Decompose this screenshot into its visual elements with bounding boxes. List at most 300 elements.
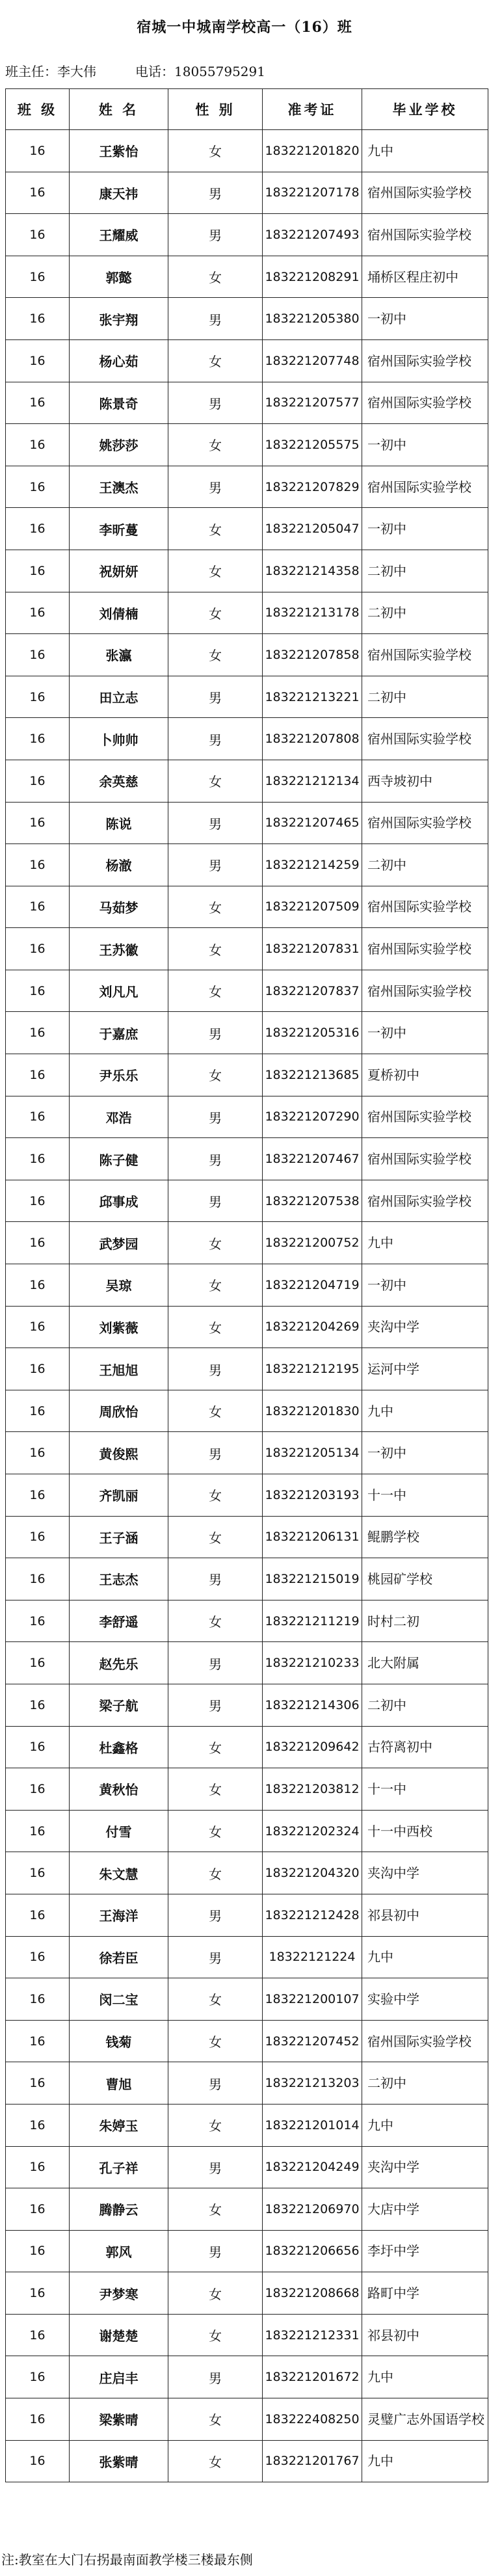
table-row [6, 970, 488, 1012]
name-cell: 王苏徽 [70, 928, 168, 970]
table-row [6, 844, 488, 886]
class-cell: 16 [6, 1600, 70, 1642]
name-cell: 李舒遥 [70, 1600, 168, 1642]
school-cell: 二初中 [362, 676, 488, 718]
exam-id-cell: 183221207829 [263, 466, 362, 508]
school-cell: 九中 [362, 2440, 488, 2482]
class-cell: 16 [6, 886, 70, 928]
name-cell: 朱婷玉 [70, 2104, 168, 2146]
school-cell: 九中 [362, 1222, 488, 1264]
school-cell: 北大附属 [362, 1642, 488, 1684]
header-gender: 性 别 [168, 89, 263, 130]
gender-cell: 男 [168, 676, 263, 718]
gender-cell: 男 [168, 2230, 263, 2272]
exam-id-cell: 183221204269 [263, 1306, 362, 1348]
class-cell: 16 [6, 2272, 70, 2315]
name-cell: 邱事成 [70, 1180, 168, 1222]
teacher-label: 班主任：李大伟 [5, 63, 96, 79]
gender-cell: 女 [168, 339, 263, 382]
name-cell: 王海洋 [70, 1894, 168, 1936]
class-cell: 16 [6, 172, 70, 214]
header-class: 班 级 [6, 89, 70, 130]
gender-cell: 男 [168, 844, 263, 886]
exam-id-cell: 183221207748 [263, 339, 362, 382]
class-cell: 16 [6, 508, 70, 550]
name-cell: 马茹梦 [70, 886, 168, 928]
name-cell: 张紫晴 [70, 2440, 168, 2482]
school-cell: 九中 [362, 1936, 488, 1978]
school-cell: 宿州国际实验学校 [362, 802, 488, 844]
school-cell: 九中 [362, 130, 488, 172]
table-row [6, 2272, 488, 2315]
name-cell: 钱菊 [70, 2020, 168, 2062]
table-row [6, 1936, 488, 1978]
exam-id-cell: 183221207290 [263, 1096, 362, 1138]
class-cell: 16 [6, 256, 70, 298]
exam-id-cell: 183221205380 [263, 298, 362, 340]
class-cell: 16 [6, 1642, 70, 1684]
gender-cell: 男 [168, 2146, 263, 2188]
table-row [6, 339, 488, 382]
school-cell: 灵璧广志外国语学校 [362, 2398, 488, 2441]
school-cell: 西寺坡初中 [362, 760, 488, 802]
school-cell: 二初中 [362, 592, 488, 634]
school-cell: 埇桥区程庄初中 [362, 256, 488, 298]
name-cell: 尹梦寒 [70, 2272, 168, 2315]
table-row [6, 1684, 488, 1726]
school-cell: 宿州国际实验学校 [362, 2020, 488, 2062]
exam-id-cell: 183221215019 [263, 1558, 362, 1600]
school-cell: 宿州国际实验学校 [362, 1138, 488, 1180]
gender-cell: 男 [168, 1138, 263, 1180]
gender-cell: 女 [168, 1222, 263, 1264]
table-row [6, 1852, 488, 1894]
exam-id-cell: 183221210233 [263, 1642, 362, 1684]
name-cell: 王旭旭 [70, 1348, 168, 1390]
name-cell: 吴琼 [70, 1264, 168, 1307]
exam-id-cell: 183221207837 [263, 970, 362, 1012]
gender-cell: 女 [168, 2440, 263, 2482]
name-cell: 杜鑫格 [70, 1726, 168, 1768]
gender-cell: 女 [168, 1306, 263, 1348]
name-cell: 郭风 [70, 2230, 168, 2272]
exam-id-cell: 183221205134 [263, 1432, 362, 1474]
school-cell: 九中 [362, 1390, 488, 1432]
class-cell: 16 [6, 2020, 70, 2062]
table-row [6, 1558, 488, 1600]
school-cell: 鲲鹏学校 [362, 1516, 488, 1558]
table-row [6, 1432, 488, 1474]
exam-id-cell: 183221201820 [263, 130, 362, 172]
class-cell: 16 [6, 298, 70, 340]
name-cell: 曹旭 [70, 2062, 168, 2105]
table-row [6, 1768, 488, 1811]
table-row [6, 172, 488, 214]
gender-cell: 男 [168, 466, 263, 508]
gender-cell: 女 [168, 1726, 263, 1768]
exam-id-cell: 183221201672 [263, 2356, 362, 2398]
exam-id-cell: 183221206656 [263, 2230, 362, 2272]
school-cell: 一初中 [362, 1432, 488, 1474]
name-cell: 庄启丰 [70, 2356, 168, 2398]
gender-cell: 女 [168, 256, 263, 298]
name-cell: 朱文慧 [70, 1852, 168, 1894]
gender-cell: 男 [168, 718, 263, 760]
header-row [6, 89, 488, 130]
gender-cell: 女 [168, 1390, 263, 1432]
name-cell: 陈子健 [70, 1138, 168, 1180]
header-exam-id: 准考证 [263, 89, 362, 130]
exam-id-cell: 183221204719 [263, 1264, 362, 1307]
class-cell: 16 [6, 1516, 70, 1558]
table-row [6, 1474, 488, 1517]
name-cell: 王志杰 [70, 1558, 168, 1600]
name-cell: 腾静云 [70, 2188, 168, 2231]
name-cell: 孔子祥 [70, 2146, 168, 2188]
table-row [6, 466, 488, 508]
exam-id-cell: 183221207858 [263, 634, 362, 676]
exam-id-cell: 183221205047 [263, 508, 362, 550]
school-cell: 宿州国际实验学校 [362, 970, 488, 1012]
table-row [6, 2356, 488, 2398]
table-row [6, 1978, 488, 2021]
name-cell: 谢楚楚 [70, 2314, 168, 2356]
school-cell: 十一中 [362, 1474, 488, 1517]
name-cell: 王澳杰 [70, 466, 168, 508]
school-cell: 宿州国际实验学校 [362, 634, 488, 676]
school-cell: 十一中西校 [362, 1810, 488, 1852]
gender-cell: 女 [168, 1474, 263, 1517]
gender-cell: 男 [168, 214, 263, 256]
class-cell: 16 [6, 2230, 70, 2272]
table-row [6, 1516, 488, 1558]
class-cell: 16 [6, 130, 70, 172]
school-cell: 一初中 [362, 424, 488, 466]
footer-note: 注:教室在大门右拐最南面教学楼三楼最东侧 [1, 2551, 253, 2568]
class-cell: 16 [6, 1852, 70, 1894]
table-row [6, 760, 488, 802]
gender-cell: 女 [168, 2104, 263, 2146]
name-cell: 梁紫晴 [70, 2398, 168, 2441]
gender-cell: 男 [168, 1432, 263, 1474]
exam-id-cell: 183221207178 [263, 172, 362, 214]
school-cell: 路町中学 [362, 2272, 488, 2315]
exam-id-cell: 183221206970 [263, 2188, 362, 2231]
name-cell: 黄俊熙 [70, 1432, 168, 1474]
table-row [6, 2146, 488, 2188]
gender-cell: 女 [168, 2188, 263, 2231]
exam-id-cell: 18322121224 [263, 1936, 362, 1978]
exam-id-cell: 183221200107 [263, 1978, 362, 2021]
gender-cell: 女 [168, 1600, 263, 1642]
class-cell: 16 [6, 2398, 70, 2441]
table-row [6, 592, 488, 634]
exam-id-cell: 183221207831 [263, 928, 362, 970]
gender-cell: 女 [168, 634, 263, 676]
header-school: 毕业学校 [362, 89, 488, 130]
exam-id-cell: 183221200752 [263, 1222, 362, 1264]
name-cell: 李昕蔓 [70, 508, 168, 550]
gender-cell: 女 [168, 970, 263, 1012]
table-row [6, 676, 488, 718]
school-cell: 九中 [362, 2356, 488, 2398]
class-cell: 16 [6, 634, 70, 676]
gender-cell: 女 [168, 1264, 263, 1307]
exam-id-cell: 183221203812 [263, 1768, 362, 1811]
name-cell: 邓浩 [70, 1096, 168, 1138]
exam-id-cell: 183221212428 [263, 1894, 362, 1936]
school-cell: 一初中 [362, 298, 488, 340]
class-cell: 16 [6, 1096, 70, 1138]
gender-cell: 女 [168, 1768, 263, 1811]
table-row [6, 634, 488, 676]
table-row [6, 928, 488, 970]
gender-cell: 男 [168, 1180, 263, 1222]
table-row [6, 2104, 488, 2146]
class-cell: 16 [6, 1348, 70, 1390]
exam-id-cell: 183221211219 [263, 1600, 362, 1642]
exam-id-cell: 183221213203 [263, 2062, 362, 2105]
name-cell: 刘紫薇 [70, 1306, 168, 1348]
class-cell: 16 [6, 1432, 70, 1474]
table-row [6, 2398, 488, 2441]
class-cell: 16 [6, 1558, 70, 1600]
class-cell: 16 [6, 466, 70, 508]
exam-id-cell: 183221213685 [263, 1054, 362, 1096]
school-cell: 祁县初中 [362, 2314, 488, 2356]
table-row [6, 1390, 488, 1432]
school-cell: 宿州国际实验学校 [362, 1180, 488, 1222]
table-row [6, 1642, 488, 1684]
table-row [6, 718, 488, 760]
gender-cell: 男 [168, 1096, 263, 1138]
table-row [6, 1894, 488, 1936]
exam-id-cell: 183221214358 [263, 550, 362, 592]
table-row [6, 1348, 488, 1390]
class-cell: 16 [6, 214, 70, 256]
name-cell: 黄秋怡 [70, 1768, 168, 1811]
table-row [6, 2062, 488, 2105]
table-row [6, 1306, 488, 1348]
exam-id-cell: 183221206131 [263, 1516, 362, 1558]
gender-cell: 女 [168, 760, 263, 802]
school-cell: 夏桥初中 [362, 1054, 488, 1096]
exam-id-cell: 183221209642 [263, 1726, 362, 1768]
table-row [6, 1054, 488, 1096]
gender-cell: 男 [168, 172, 263, 214]
class-cell: 16 [6, 928, 70, 970]
table-row [6, 2314, 488, 2356]
name-cell: 王紫怡 [70, 130, 168, 172]
gender-cell: 女 [168, 130, 263, 172]
exam-id-cell: 183221207808 [263, 718, 362, 760]
gender-cell: 女 [168, 1978, 263, 2021]
school-cell: 桃园矿学校 [362, 1558, 488, 1600]
gender-cell: 男 [168, 1348, 263, 1390]
school-cell: 古符离初中 [362, 1726, 488, 1768]
exam-id-cell: 183221204249 [263, 2146, 362, 2188]
name-cell: 王子涵 [70, 1516, 168, 1558]
class-cell: 16 [6, 1684, 70, 1726]
page-title: 宿城一中城南学校高一（16）班 [137, 18, 352, 36]
gender-cell: 女 [168, 2020, 263, 2062]
gender-cell: 男 [168, 1894, 263, 1936]
table-row [6, 1726, 488, 1768]
name-cell: 闵二宝 [70, 1978, 168, 2021]
exam-id-cell: 183221207493 [263, 214, 362, 256]
school-cell: 一初中 [362, 1012, 488, 1054]
class-cell: 16 [6, 1936, 70, 1978]
table-row [6, 1264, 488, 1307]
school-cell: 宿州国际实验学校 [362, 886, 488, 928]
school-cell: 二初中 [362, 2062, 488, 2105]
table-row [6, 1138, 488, 1180]
exam-id-cell: 183221212134 [263, 760, 362, 802]
exam-id-cell: 183221207509 [263, 886, 362, 928]
school-cell: 宿州国际实验学校 [362, 928, 488, 970]
class-cell: 16 [6, 1012, 70, 1054]
school-cell: 宿州国际实验学校 [362, 718, 488, 760]
exam-id-cell: 183221207467 [263, 1138, 362, 1180]
name-cell: 田立志 [70, 676, 168, 718]
gender-cell: 女 [168, 508, 263, 550]
name-cell: 郭懿 [70, 256, 168, 298]
class-cell: 16 [6, 2104, 70, 2146]
table-row [6, 1810, 488, 1852]
school-cell: 宿州国际实验学校 [362, 1096, 488, 1138]
table-row [6, 550, 488, 592]
name-cell: 周欣怡 [70, 1390, 168, 1432]
gender-cell: 女 [168, 2272, 263, 2315]
school-cell: 夹沟中学 [362, 1306, 488, 1348]
gender-cell: 男 [168, 382, 263, 424]
table-row [6, 1096, 488, 1138]
table-row [6, 1180, 488, 1222]
gender-cell: 男 [168, 1684, 263, 1726]
name-cell: 卜帅帅 [70, 718, 168, 760]
school-cell: 宿州国际实验学校 [362, 466, 488, 508]
exam-id-cell: 183221203193 [263, 1474, 362, 1517]
name-cell: 张宇翔 [70, 298, 168, 340]
phone-label: 电话：18055795291 [135, 63, 265, 79]
exam-id-cell: 183221212331 [263, 2314, 362, 2356]
name-cell: 姚莎莎 [70, 424, 168, 466]
exam-id-cell: 183221205575 [263, 424, 362, 466]
school-cell: 二初中 [362, 1684, 488, 1726]
school-cell: 夹沟中学 [362, 1852, 488, 1894]
teacher-info [5, 52, 486, 88]
gender-cell: 男 [168, 2062, 263, 2105]
gender-cell: 女 [168, 928, 263, 970]
class-cell: 16 [6, 844, 70, 886]
exam-id-cell: 183221207452 [263, 2020, 362, 2062]
gender-cell: 女 [168, 2398, 263, 2441]
gender-cell: 男 [168, 2356, 263, 2398]
gender-cell: 男 [168, 298, 263, 340]
gender-cell: 男 [168, 1642, 263, 1684]
class-cell: 16 [6, 2062, 70, 2105]
exam-id-cell: 183221214259 [263, 844, 362, 886]
class-cell: 16 [6, 1180, 70, 1222]
class-cell: 16 [6, 1894, 70, 1936]
table-row [6, 802, 488, 844]
exam-id-cell: 183221213221 [263, 676, 362, 718]
class-cell: 16 [6, 1810, 70, 1852]
table-row [6, 382, 488, 424]
exam-id-cell: 183221202324 [263, 1810, 362, 1852]
school-cell: 二初中 [362, 844, 488, 886]
class-cell: 16 [6, 1474, 70, 1517]
name-cell: 杨澈 [70, 844, 168, 886]
class-cell: 16 [6, 1054, 70, 1096]
class-cell: 16 [6, 1726, 70, 1768]
table-row [6, 298, 488, 340]
table-row [6, 130, 488, 172]
gender-cell: 女 [168, 1516, 263, 1558]
school-cell: 宿州国际实验学校 [362, 172, 488, 214]
school-cell: 宿州国际实验学校 [362, 214, 488, 256]
gender-cell: 女 [168, 550, 263, 592]
exam-id-cell: 183222408250 [263, 2398, 362, 2441]
table-row [6, 256, 488, 298]
class-cell: 16 [6, 718, 70, 760]
name-cell: 祝妍妍 [70, 550, 168, 592]
school-cell: 实验中学 [362, 1978, 488, 2021]
table-row [6, 1012, 488, 1054]
name-cell: 齐凯丽 [70, 1474, 168, 1517]
class-cell: 16 [6, 802, 70, 844]
gender-cell: 男 [168, 802, 263, 844]
school-cell: 运河中学 [362, 1348, 488, 1390]
gender-cell: 女 [168, 1852, 263, 1894]
class-cell: 16 [6, 1306, 70, 1348]
class-cell: 16 [6, 550, 70, 592]
class-cell: 16 [6, 1390, 70, 1432]
school-cell: 夹沟中学 [362, 2146, 488, 2188]
table-row [6, 214, 488, 256]
gender-cell: 女 [168, 886, 263, 928]
class-cell: 16 [6, 382, 70, 424]
gender-cell: 男 [168, 1558, 263, 1600]
class-cell: 16 [6, 1264, 70, 1307]
class-cell: 16 [6, 1768, 70, 1811]
exam-id-cell: 183221212195 [263, 1348, 362, 1390]
class-cell: 16 [6, 2146, 70, 2188]
class-cell: 16 [6, 1138, 70, 1180]
name-cell: 付雪 [70, 1810, 168, 1852]
school-cell: 宿州国际实验学校 [362, 339, 488, 382]
school-cell: 一初中 [362, 1264, 488, 1307]
exam-id-cell: 183221205316 [263, 1012, 362, 1054]
name-cell: 于嘉庶 [70, 1012, 168, 1054]
table-row [6, 2188, 488, 2231]
exam-id-cell: 183221214306 [263, 1684, 362, 1726]
gender-cell: 男 [168, 1012, 263, 1054]
exam-id-cell: 183221208668 [263, 2272, 362, 2315]
class-cell: 16 [6, 339, 70, 382]
name-cell: 刘凡凡 [70, 970, 168, 1012]
name-cell: 杨心茹 [70, 339, 168, 382]
gender-cell: 女 [168, 1810, 263, 1852]
school-cell: 二初中 [362, 550, 488, 592]
exam-id-cell: 183221201767 [263, 2440, 362, 2482]
name-cell: 刘倩楠 [70, 592, 168, 634]
roster-table [5, 88, 488, 2482]
school-cell: 十一中 [362, 1768, 488, 1811]
gender-cell: 女 [168, 1054, 263, 1096]
school-cell: 李圩中学 [362, 2230, 488, 2272]
roster-body [6, 130, 488, 2482]
